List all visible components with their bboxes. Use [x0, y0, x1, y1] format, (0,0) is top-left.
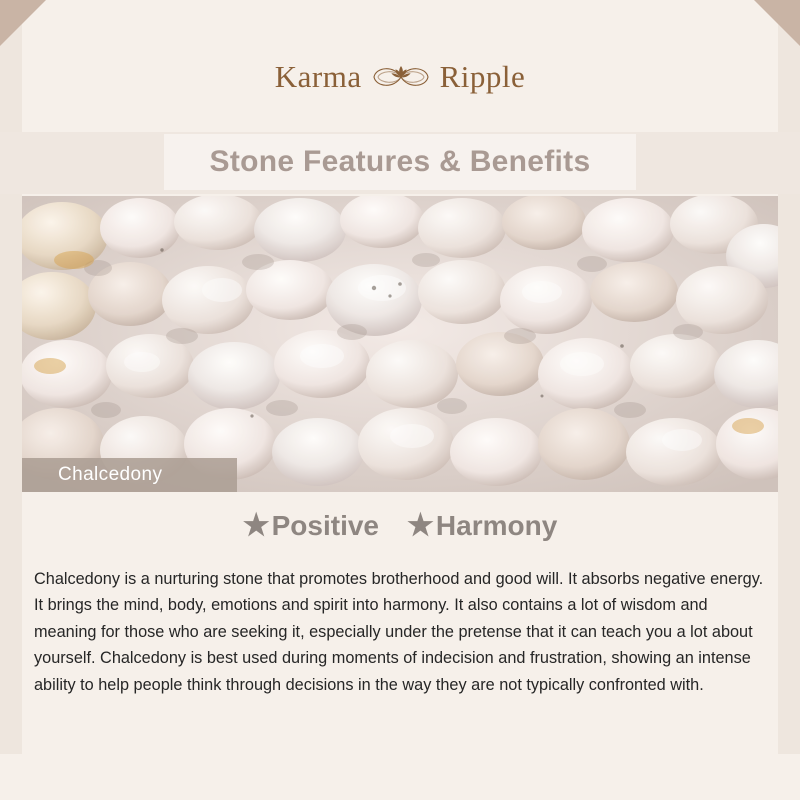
right-border-band: [778, 0, 800, 800]
stone-name-caption: [22, 458, 237, 492]
lotus-infinity-icon: [368, 57, 434, 97]
star-icon: ★: [407, 509, 434, 542]
stone-description: Chalcedony is a nurturing stone that promotes brotherhood and good will. It absorbs negative energy. It brings the mind, body, emotions and spirit into harmony. It also contains a lot of wisdom and meaning for those who are seeking it, especially under the pretense that it can teach you a lot about yourself. Chalcedony is best used during moments of indecision and frustration, showing an intense ability to help people think through decisions in the way they are not typically confronted with.: [34, 570, 764, 694]
bottom-strip: [0, 754, 800, 800]
keyword-positive: [243, 510, 379, 542]
corner-decoration-top-right: [754, 0, 800, 46]
left-border-band: [0, 0, 22, 800]
keyword-harmony: [407, 510, 557, 542]
keyword-positive-label: Positive: [271, 510, 379, 541]
page-title: Stone Features & Benefits: [209, 145, 591, 178]
corner-decoration-top-left: [0, 0, 46, 46]
page-title-container: [164, 134, 636, 190]
stone-name-label: Chalcedony: [58, 464, 163, 485]
brand-logo: [0, 46, 800, 108]
brand-name-left: Karma: [274, 59, 362, 94]
stone-photo: [22, 196, 778, 492]
star-icon: ★: [242, 509, 270, 542]
keyword-harmony-label: Harmony: [435, 510, 558, 541]
keyword-row: [0, 510, 800, 542]
brand-name-right: Ripple: [439, 59, 526, 94]
